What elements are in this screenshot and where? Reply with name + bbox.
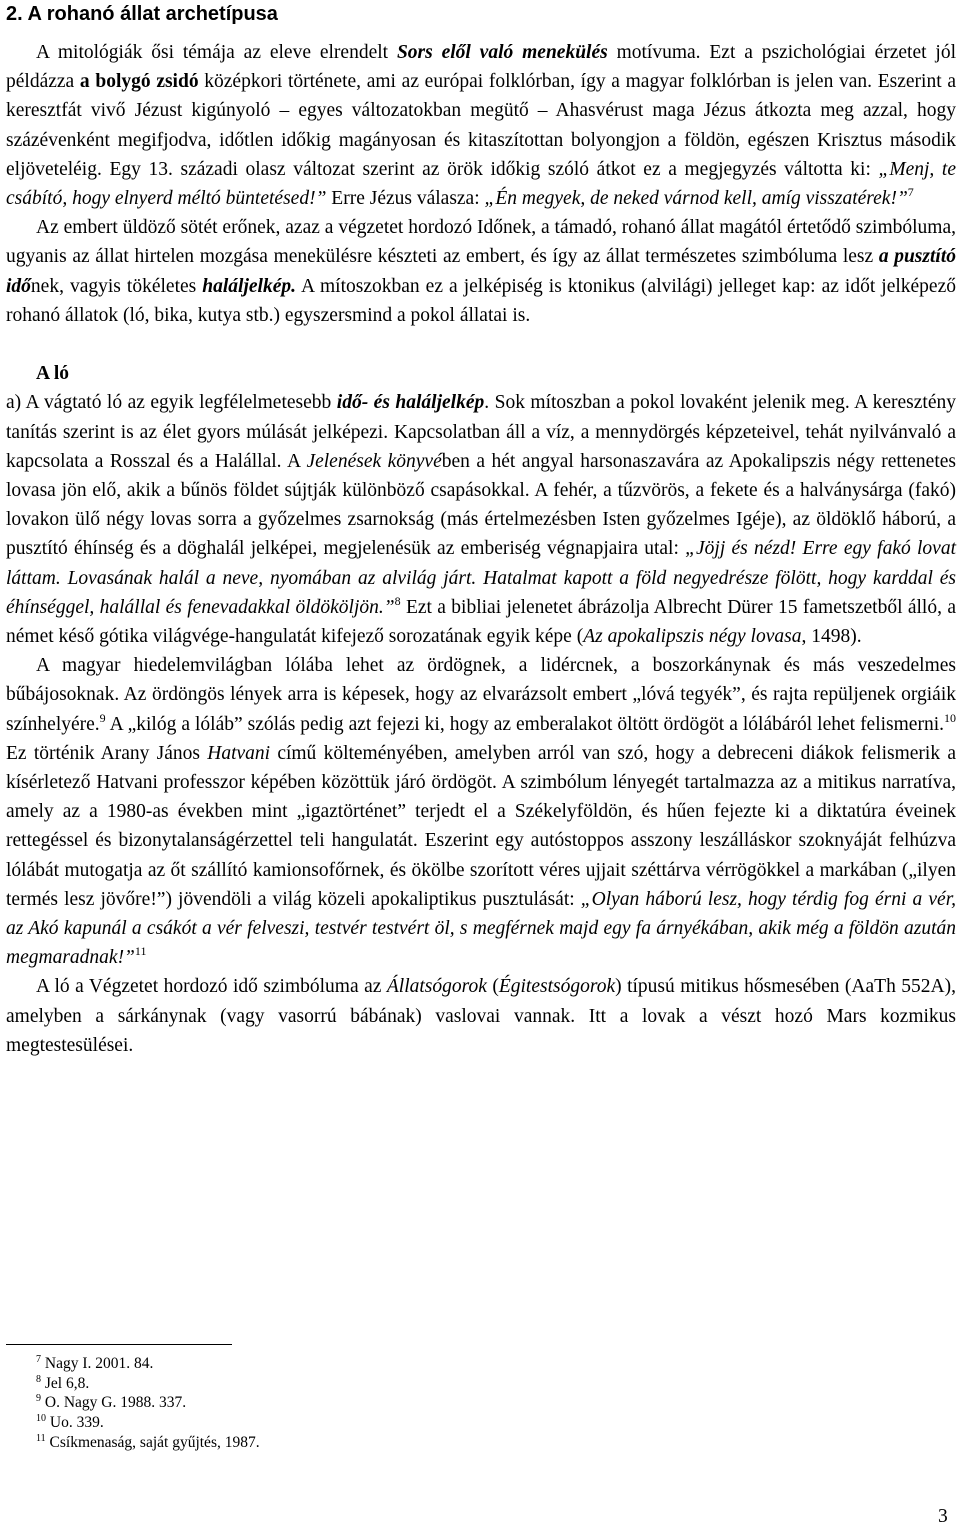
quote: „Menj, te csábító, hogy elnyerd méltó büntetésed!” xyxy=(6,158,956,210)
page-number: 3 xyxy=(938,1506,948,1527)
text-run: A magyar hiedelemvilágban lólába lehet az ördögnek, a lidércnek, a boszorkánynak és más veszedelmes bűbájosoknak. Az ördöngös lények arra is képesek, hogy az elvarázsolt embert „lóvá tegyék”, és rajta repüljenek orgiáik színhelyére. xyxy=(6,655,956,735)
subheading-horse: A ló xyxy=(36,363,70,385)
text-run: ) típusú mitikus hősmesében (AaTh 552A), amelyben a sárkánynak (vagy vasorrú bábának) vaslovai vannak. Itt a lovak a vészt hozó Mars kozmikus megtestesülései. xyxy=(6,976,956,1056)
footnote-item xyxy=(36,1413,260,1433)
text-run: Erre Jézus válasza: xyxy=(326,188,485,210)
footnote-number: 9 xyxy=(36,1393,41,1405)
footnote-ref-7[interactable]: 7 xyxy=(907,185,914,200)
footnote-number: 11 xyxy=(36,1432,46,1444)
footnote-ref-11[interactable]: 11 xyxy=(134,944,147,959)
text-run: nek, vagyis tökéletes xyxy=(30,275,203,297)
title-italic: Az apokalipszis négy lovasa xyxy=(583,626,802,648)
footnote-item xyxy=(36,1393,260,1413)
footnote-ref-8[interactable]: 8 xyxy=(394,593,401,608)
footnote-number: 10 xyxy=(36,1413,46,1425)
section-heading: 2. A rohanó állat archetípusa xyxy=(6,3,278,25)
footnote-item xyxy=(36,1354,260,1374)
footnote-number: 7 xyxy=(36,1354,41,1365)
text-run: A „kilóg a lóláb” szólás pedig azt fejezi ki, hogy az emberalakot öltött ördögöt a lólábáról lehet felismerni. xyxy=(105,713,944,735)
emphasis: idő- és haláljelkép xyxy=(336,392,485,414)
footnote-text: Jel 6,8. xyxy=(44,1374,90,1392)
footnote-text: Nagy I. 2001. 84. xyxy=(44,1355,154,1372)
paragraph-2 xyxy=(6,213,956,330)
footnote-text: O. Nagy G. 1988. 337. xyxy=(44,1394,187,1412)
text-run: Az embert üldöző sötét erőnek, azaz a végzetet hordozó Időnek, a támadó, rohanó állat magától értetődő szimbóluma, ugyanis az állat hirtelen mozgása menekülésre készteti az embert, és így az állat természetes szimbóluma lesz xyxy=(6,217,956,268)
text-run: ( xyxy=(486,976,499,998)
quote: „Olyan háború lesz, hogy térdig fog érni a vér, az Akó kapunál a csákót a vér felveszi, testvér testvért öl, s megférnek majd egy fa árnyékában, akik még a földön azután megmaradnak!” xyxy=(6,888,956,969)
text-run: Ez történik Arany János xyxy=(6,742,208,764)
title-italic: Hatvani xyxy=(207,742,271,764)
emphasis: Sors elől való menekülés xyxy=(396,42,608,63)
emphasis: haláljelkép. xyxy=(202,275,296,297)
footnote-ref-9[interactable]: 9 xyxy=(99,710,106,725)
text-run: Ezt a bibliai jelenetet ábrázolja Albrecht Dürer 15 fametszetből álló, a német késő gótika világvége-hangulatát kifejező sorozatának egyik képe ( xyxy=(6,596,956,648)
paragraph-4 xyxy=(6,651,956,972)
quote: „Jöjj és nézd! Erre egy fakó lovat láttam. Lovasának halál a neve, nyomában az alvilág járt. Hatalmat kapott a föld negyedrésze fölött, hogy karddal és éhínséggel, halállal és fenevadakkal öldököljön.” xyxy=(6,538,956,618)
paragraph-1 xyxy=(6,38,956,213)
text-run: középkori története, ami az európai folklórban, így a magyar folklórban is jelen van. Eszerint a keresztfát vivő Jézust kigúnyoló – egyes változatokban megütő – Ahasvérust maga Jézus átkozta meg azzal, hogy százévenként megifjodva, időtlen időkig magányosan és kitaszítottan bolyongjon a földön, egészen Krisztus második eljöveteléig. Egy 13. századi olasz változat szerint az örök időkig szóló átkot ez a megjegyzés váltotta ki: xyxy=(6,71,956,180)
footnote-text: Csíkmenaság, saját gyűjtés, 1987. xyxy=(49,1433,260,1451)
footnote-separator xyxy=(6,1344,232,1345)
text-run: A ló a Végzetet hordozó idő szimbóluma az xyxy=(36,976,387,998)
footnotes xyxy=(36,1354,260,1453)
text-run: a) A vágtató ló az egyik legfélelmetesebb xyxy=(6,392,337,414)
footnote-item xyxy=(36,1374,260,1394)
text-run: című költeményében, amelyben arról van szó, hogy a debreceni diákok felismerik a kísérletező Hatvani professzor képében közöttük járó ördögöt. A szimbólum lényegét tartalmazza az a mitikus narratíva, amely az a 1980-as években mint „igaztörténet” terjedt el a Székelyföldön, és hűen fejezte ki a diktatúra éveinek rettegéssel és bizonytalanságérzettel teli hangulatát. Eszerint egy autóstoppos asszony leszálláskor szoknyáját felhúzva lólábát mutogatja az őt szállító kamionsofőrnek, és ökölbe szorított véres ujjait széttárva vérrögökkel a markában („ilyen termés lesz jövőre!”) jövendöli a világ közeli apokaliptikus pusztulását: xyxy=(6,742,956,910)
paragraph-3 xyxy=(6,388,956,651)
footnote-text: Uo. 339. xyxy=(49,1414,104,1432)
text-run: motívuma. Ezt a pszichológiai érzetet jól példázza xyxy=(6,42,956,93)
title-italic: Jelenések könyvé xyxy=(306,450,442,472)
footnote-item xyxy=(36,1433,260,1453)
footnote-number: 8 xyxy=(36,1373,41,1385)
paragraph-gap xyxy=(6,330,956,359)
text-run: . Sok mítoszban a pokol lovaként jelenik meg. A keresztény tanítás szerint is az élet gyors múlását jelképezi. Kapcsolatban áll a víz, a mennydörgés képzeteivel, tehát nyilvánvaló a kapcsolata a Rosszal és a Halállal. A xyxy=(6,392,956,472)
title-italic: Égitestsógorok xyxy=(498,976,616,998)
text-run: ben a hét angyal harsonaszavára az Apokalipszis négy rettenetes lovasa jön elő, akik a bűnös földet sújtják különböző csapásokkal. A fehér, a tűzvörös, a fekete és a halványsárga (fakó) lovakon ülő négy lovas sorra a győzelmes zsarnokság (más értelmezésben Isten győzelmes Igéje), az öldöklő háború, a pusztító éhínség és a döghalál jelképei, megjelenésük az emberiség végnapjaira utal: xyxy=(6,450,956,560)
emphasis: a pusztító idő xyxy=(6,246,956,297)
text-run: A mítoszokban ez a jelképiség is ktonikus (alvilági) jelleget kap: az időt jelképező rohanó állatok (ló, bika, kutya stb.) egyszersmind a pokol állatai is. xyxy=(6,275,956,326)
text-run: A mitológiák ősi témája az eleve elrendelt xyxy=(36,42,397,63)
emphasis: a bolygó zsidó xyxy=(79,71,199,93)
text-run: , 1498). xyxy=(801,626,862,648)
title-italic: Állatsógorok xyxy=(386,976,487,998)
quote: „Én megyek, de neked várnod kell, amíg visszatérek!” xyxy=(484,188,908,210)
body-text xyxy=(6,38,956,1060)
paragraph-5 xyxy=(6,972,956,1060)
footnote-ref-10[interactable]: 10 xyxy=(944,710,956,725)
